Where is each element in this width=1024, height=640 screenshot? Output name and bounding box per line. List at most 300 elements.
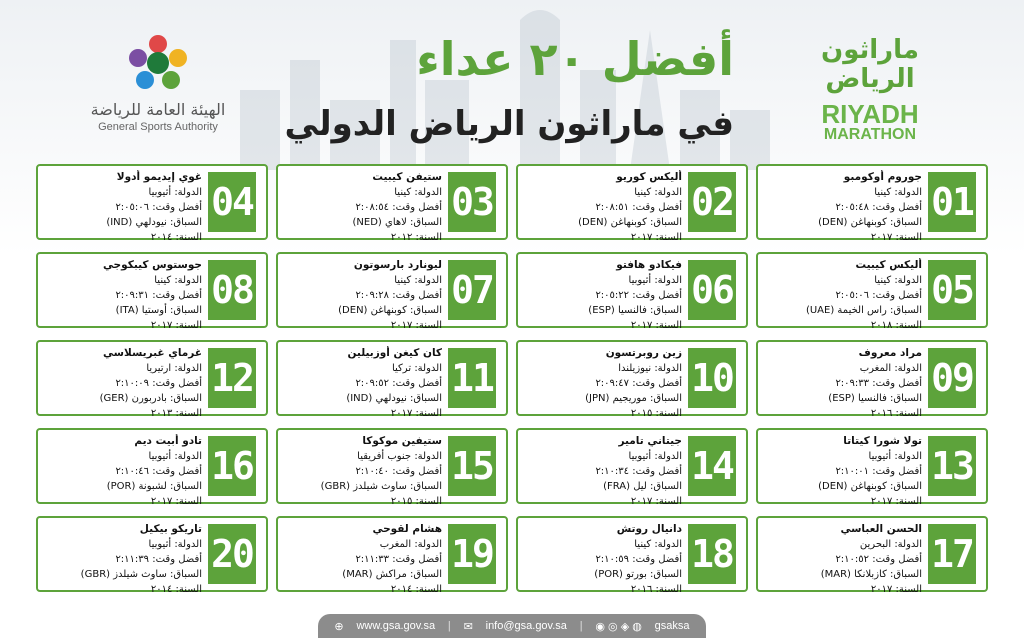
runner-time: ٢:١٠:٤٠ [355, 466, 390, 477]
runner-card [516, 252, 748, 331]
country-label: الدولة: [654, 275, 682, 286]
page-subtitle: في ماراثون الرياض الدولي [284, 104, 734, 144]
runner-rank: 19 [448, 524, 496, 584]
runner-time-row [42, 464, 202, 479]
runner-race-row [762, 391, 922, 406]
runner-name: زين روبرتسون [605, 347, 682, 359]
runner-info [522, 258, 682, 333]
globe-icon: ⊕ [334, 620, 344, 633]
country-label: الدولة: [894, 275, 922, 286]
year-label: السنة: [895, 584, 922, 595]
runner-time-row [42, 376, 202, 391]
runner-time: ٢:٠٩:٢٨ [355, 290, 390, 301]
runner-year-row [282, 494, 442, 509]
runner-race: راس الخيمة (UAE) [805, 305, 887, 316]
runner-card [516, 340, 748, 419]
runner-info [762, 522, 922, 597]
year-label: السنة: [415, 320, 442, 331]
runner-country: كينيا [634, 539, 652, 550]
runner-country-row [522, 537, 682, 552]
runner-info [522, 170, 682, 245]
race-label: السباق: [170, 217, 202, 228]
runner-name: ستيفن كيبيت [372, 171, 442, 183]
runner-year-row [522, 406, 682, 421]
race-label: السباق: [170, 305, 202, 316]
runner-race-row [282, 567, 442, 582]
runner-country: كينيا [874, 187, 892, 198]
race-label: السباق: [650, 481, 682, 492]
runner-info [762, 170, 922, 245]
runner-country: المغرب [379, 539, 412, 550]
footer-bar [318, 614, 706, 638]
country-label: الدولة: [654, 539, 682, 550]
runner-country: كينيا [394, 187, 412, 198]
page-title: أفضل ٢٠ عداء [416, 32, 734, 86]
runner-card [756, 428, 988, 507]
best-time-label: أفضل وقت: [872, 554, 922, 565]
marathon-logo-arabic: ماراثون الرياض [821, 35, 919, 94]
runner-card [276, 428, 508, 507]
runner-rank: 08 [208, 260, 256, 320]
year-label: السنة: [895, 496, 922, 507]
runner-name: جيتاني تامير [618, 435, 682, 447]
runner-name: تادو أبيت ديم [134, 435, 202, 447]
year-label: السنة: [655, 496, 682, 507]
runner-info [282, 170, 442, 245]
runner-time: ٢:١٠:٥٢ [835, 554, 870, 565]
runner-year: ٢٠١٨ [870, 320, 893, 331]
runner-card [516, 164, 748, 243]
runner-race: ليل (FRA) [603, 481, 647, 492]
runner-country-row [42, 185, 202, 200]
runner-year: ٢٠١٢ [390, 232, 413, 243]
country-label: الدولة: [414, 451, 442, 462]
runner-race-row [282, 479, 442, 494]
runner-race: كوبنهاغن (DEN) [818, 217, 887, 228]
runner-country: أثيوبيا [148, 539, 172, 550]
runner-info [762, 258, 922, 333]
best-time-label: أفضل وقت: [152, 466, 202, 477]
runner-year: ٢٠١٧ [390, 408, 413, 419]
runner-time-row [42, 552, 202, 567]
runner-year: ٢٠١٦ [870, 408, 893, 419]
runner-info [42, 258, 202, 333]
runner-country-row [282, 449, 442, 464]
runner-race-row [282, 303, 442, 318]
runner-race: موريجيم (JPN) [585, 393, 647, 404]
runner-year: ٢٠١٤ [150, 584, 173, 595]
runner-year: ٢٠١٦ [630, 584, 653, 595]
runner-year-row [762, 230, 922, 245]
runner-race: كازبلانكا (MAR) [820, 569, 887, 580]
runner-race: لشبونة (POR) [106, 481, 167, 492]
best-time-label: أفضل وقت: [152, 378, 202, 389]
runner-year: ٢٠١٧ [630, 232, 653, 243]
runner-time: ٢:١١:٣٩ [115, 554, 150, 565]
runner-race-row [42, 479, 202, 494]
runner-country-row [282, 537, 442, 552]
runner-country: كينيا [874, 275, 892, 286]
year-label: السنة: [655, 320, 682, 331]
year-label: السنة: [415, 232, 442, 243]
runner-name: دانيال روتش [616, 523, 682, 535]
runner-country-row [42, 361, 202, 376]
best-time-label: أفضل وقت: [392, 378, 442, 389]
race-label: السباق: [890, 393, 922, 404]
runner-rank: 15 [448, 436, 496, 496]
runner-year-row [762, 494, 922, 509]
runner-rank: 14 [688, 436, 736, 496]
runner-year-row [762, 318, 922, 333]
country-label: الدولة: [174, 539, 202, 550]
runner-time: ٢:٠٥:٤٨ [835, 202, 870, 213]
race-label: السباق: [170, 393, 202, 404]
runner-race-row [282, 215, 442, 230]
runner-card [276, 164, 508, 243]
race-label: السباق: [890, 481, 922, 492]
year-label: السنة: [655, 232, 682, 243]
runner-country: أثيوبيا [628, 451, 652, 462]
runner-info [42, 170, 202, 245]
runner-race-row [42, 215, 202, 230]
runner-name: ليونارد بارسوتون [353, 259, 442, 271]
runner-rank: 03 [448, 172, 496, 232]
runner-name: تاريكو بيكيل [139, 523, 202, 535]
runner-time: ٢:٠٥:٠٦ [835, 290, 870, 301]
runner-time: ٢:٠٨:٥٤ [355, 202, 390, 213]
runner-race: كوبنهاغن (DEN) [338, 305, 407, 316]
runner-rank: 04 [208, 172, 256, 232]
runner-country-row [762, 273, 922, 288]
runner-year: ٢٠١٧ [630, 496, 653, 507]
runner-race: ساوث شيلدز (GBR) [80, 569, 167, 580]
best-time-label: أفضل وقت: [392, 466, 442, 477]
runner-time-row [282, 200, 442, 215]
runner-country: البحرين [859, 539, 892, 550]
runner-info [42, 346, 202, 421]
year-label: السنة: [895, 320, 922, 331]
race-label: السباق: [650, 393, 682, 404]
runner-time: ٢:١٠:٤٦ [115, 466, 150, 477]
runner-name: الحسن العباسي [840, 523, 922, 535]
runner-country: نيوزيلندا [618, 363, 652, 374]
runner-country-row [762, 361, 922, 376]
runner-year-row [282, 230, 442, 245]
runner-name: غوي إيديمو أدولا [116, 171, 202, 183]
marathon-logo-riyadh: RIYADH [821, 99, 919, 130]
best-time-label: أفضل وقت: [632, 378, 682, 389]
best-time-label: أفضل وقت: [872, 290, 922, 301]
runner-time-row [522, 464, 682, 479]
runner-card [516, 428, 748, 507]
runner-name: تولا شورا كيتاتا [843, 435, 922, 447]
runner-time-row [42, 288, 202, 303]
runner-country: أثيوبيا [628, 275, 652, 286]
runner-time-row [282, 552, 442, 567]
runner-year: ٢٠١٧ [150, 320, 173, 331]
runner-race: ساوث شيلدز (GBR) [320, 481, 407, 492]
footer-email[interactable]: info@gsa.gov.sa [485, 620, 567, 632]
runner-country-row [282, 361, 442, 376]
runner-country-row [42, 537, 202, 552]
runner-country: كينيا [154, 275, 172, 286]
runner-time-row [282, 288, 442, 303]
runner-info [282, 346, 442, 421]
runner-race-row [522, 303, 682, 318]
runner-country: أثيوبيا [148, 451, 172, 462]
runner-rank: 05 [928, 260, 976, 320]
runner-time-row [762, 552, 922, 567]
country-label: الدولة: [654, 451, 682, 462]
runner-year: ٢٠١٧ [150, 496, 173, 507]
runner-time-row [522, 200, 682, 215]
runner-rank: 10 [688, 348, 736, 408]
runner-race: كوبنهاغن (DEN) [578, 217, 647, 228]
riyadh-marathon-logo [815, 18, 925, 158]
runner-country-row [282, 185, 442, 200]
country-label: الدولة: [894, 363, 922, 374]
runner-year-row [42, 494, 202, 509]
runner-name: هشام لقوحي [372, 523, 442, 535]
best-time-label: أفضل وقت: [632, 466, 682, 477]
runner-country-row [522, 361, 682, 376]
runner-year-row [762, 406, 922, 421]
race-label: السباق: [890, 305, 922, 316]
runner-time: ٢:١٠:٣٤ [595, 466, 630, 477]
runner-time-row [42, 200, 202, 215]
runner-card [276, 252, 508, 331]
runner-time: ٢:٠٥:٢٢ [595, 290, 630, 301]
runner-year-row [522, 582, 682, 597]
runner-card [276, 516, 508, 595]
runner-rank: 17 [928, 524, 976, 584]
race-label: السباق: [170, 481, 202, 492]
runner-country-row [42, 449, 202, 464]
best-time-label: أفضل وقت: [632, 290, 682, 301]
runner-rank: 11 [448, 348, 496, 408]
runner-year-row [282, 318, 442, 333]
runner-time: ٢:٠٨:٥١ [595, 202, 630, 213]
runner-year: ٢٠١٧ [870, 232, 893, 243]
runner-country: ارتيريا [146, 363, 172, 374]
runner-time-row [762, 376, 922, 391]
runner-year: ٢٠١٣ [150, 408, 173, 419]
runner-rank: 09 [928, 348, 976, 408]
country-label: الدولة: [654, 187, 682, 198]
runner-year: ٢٠١٧ [870, 584, 893, 595]
runner-country: تركيا [391, 363, 412, 374]
runner-rank: 12 [208, 348, 256, 408]
best-time-label: أفضل وقت: [392, 202, 442, 213]
runner-card [36, 516, 268, 595]
runner-country-row [762, 537, 922, 552]
year-label: السنة: [655, 408, 682, 419]
runner-race: كوبنهاغن (DEN) [818, 481, 887, 492]
runner-rank: 06 [688, 260, 736, 320]
country-label: الدولة: [414, 363, 442, 374]
runner-year-row [282, 406, 442, 421]
runner-name: جوروم أوكومبو [843, 171, 922, 183]
runner-race-row [42, 303, 202, 318]
country-label: الدولة: [414, 187, 442, 198]
year-label: السنة: [175, 496, 202, 507]
runner-time-row [762, 464, 922, 479]
runner-country-row [282, 273, 442, 288]
runner-name: كان كيغن أوزبيلين [347, 347, 442, 359]
country-label: الدولة: [894, 539, 922, 550]
runner-time: ٢:٠٩:٥٢ [355, 378, 390, 389]
race-label: السباق: [650, 305, 682, 316]
runner-year-row [42, 318, 202, 333]
runner-country-row [522, 273, 682, 288]
runner-rank: 16 [208, 436, 256, 496]
runner-race: بادربورن (GER) [99, 393, 167, 404]
runner-country-row [522, 449, 682, 464]
runner-card [36, 428, 268, 507]
runner-race: لاهاي (NED) [352, 217, 407, 228]
mail-icon: ✉ [463, 620, 473, 633]
country-label: الدولة: [174, 187, 202, 198]
runner-country: أثيوبيا [868, 451, 892, 462]
runner-name: مراد معروف [858, 347, 922, 359]
race-label: السباق: [890, 569, 922, 580]
runner-race-row [762, 567, 922, 582]
year-label: السنة: [415, 408, 442, 419]
runner-race-row [522, 567, 682, 582]
runner-race-row [522, 215, 682, 230]
runner-card [36, 252, 268, 331]
runner-race: فالنسيا (ESP) [588, 305, 647, 316]
best-time-label: أفضل وقت: [872, 202, 922, 213]
runner-race-row [522, 479, 682, 494]
runner-country: كينيا [394, 275, 412, 286]
runner-info [282, 522, 442, 597]
race-label: السباق: [650, 569, 682, 580]
footer-divider: | [579, 620, 583, 632]
runner-country: كينيا [634, 187, 652, 198]
race-label: السباق: [410, 305, 442, 316]
best-time-label: أفضل وقت: [152, 202, 202, 213]
runner-race: نيودلهي (IND) [106, 217, 167, 228]
runner-info [762, 346, 922, 421]
footer-divider: | [447, 620, 451, 632]
runner-time: ٢:١٠:٠١ [835, 466, 870, 477]
runner-card [756, 516, 988, 595]
runner-time: ٢:١٠:٠٩ [115, 378, 150, 389]
runner-year: ٢٠١٧ [630, 320, 653, 331]
runner-info [762, 434, 922, 509]
race-label: السباق: [410, 569, 442, 580]
race-label: السباق: [410, 217, 442, 228]
runner-info [282, 434, 442, 509]
best-time-label: أفضل وقت: [392, 554, 442, 565]
runner-time: ٢:١١:٣٣ [355, 554, 390, 565]
year-label: السنة: [655, 584, 682, 595]
runner-year: ٢٠١٥ [630, 408, 653, 419]
runner-info [522, 346, 682, 421]
year-label: السنة: [175, 320, 202, 331]
runner-year-row [42, 406, 202, 421]
runner-year: ٢٠١٧ [870, 496, 893, 507]
runner-race: فالنسيا (ESP) [828, 393, 887, 404]
runner-time: ٢:٠٩:٤٧ [595, 378, 630, 389]
gsa-name-english: General Sports Authority [98, 121, 218, 133]
runner-card [756, 340, 988, 419]
runner-info [42, 434, 202, 509]
runner-year: ٢٠١٤ [150, 232, 173, 243]
runner-info [42, 522, 202, 597]
race-label: السباق: [410, 481, 442, 492]
runner-year-row [522, 230, 682, 245]
best-time-label: أفضل وقت: [632, 202, 682, 213]
year-label: السنة: [415, 496, 442, 507]
runner-time: ٢:٠٩:٣٣ [835, 378, 870, 389]
runner-race-row [762, 479, 922, 494]
runner-card [516, 516, 748, 595]
year-label: السنة: [895, 408, 922, 419]
marathon-logo-marathon: MARATHON [823, 126, 917, 144]
runner-race-row [762, 303, 922, 318]
footer-website[interactable]: www.gsa.gov.sa [356, 620, 436, 632]
runner-card [36, 340, 268, 419]
runner-race: بورتو (POR) [594, 569, 647, 580]
runner-country-row [762, 185, 922, 200]
country-label: الدولة: [414, 539, 442, 550]
race-label: السباق: [410, 393, 442, 404]
runner-info [522, 522, 682, 597]
race-label: السباق: [170, 569, 202, 580]
runner-name: فيكادو هافتو [616, 259, 682, 271]
runner-rank: 02 [688, 172, 736, 232]
social-icons: ◉ ◎ ◈ ◍ [595, 620, 642, 633]
runner-time-row [522, 288, 682, 303]
gsa-emblem-icon [123, 32, 193, 92]
runner-race-row [42, 391, 202, 406]
country-label: الدولة: [654, 363, 682, 374]
runner-card [756, 164, 988, 243]
runner-country: المغرب [859, 363, 892, 374]
country-label: الدولة: [174, 451, 202, 462]
runners-grid [36, 164, 992, 608]
runner-name: ستيفين موكوكا [362, 435, 442, 447]
runner-card [36, 164, 268, 243]
runner-country: جنوب أفريقيا [357, 451, 412, 462]
runner-year: ٢٠١٤ [390, 584, 413, 595]
race-label: السباق: [890, 217, 922, 228]
runner-name: غرماي غبريسلاسي [103, 347, 202, 359]
runner-info [282, 258, 442, 333]
runner-country-row [42, 273, 202, 288]
runner-race: نيودلهي (IND) [346, 393, 407, 404]
runner-race-row [42, 567, 202, 582]
country-label: الدولة: [894, 451, 922, 462]
runner-year-row [282, 582, 442, 597]
runner-name: جوستوس كيبكوجي [102, 259, 202, 271]
best-time-label: أفضل وقت: [872, 466, 922, 477]
runner-card [276, 340, 508, 419]
runner-country-row [762, 449, 922, 464]
runner-race-row [522, 391, 682, 406]
runner-time-row [522, 376, 682, 391]
country-label: الدولة: [174, 363, 202, 374]
footer-handle[interactable]: gsaksa [654, 620, 690, 632]
runner-year-row [522, 494, 682, 509]
runner-time: ٢:١٠:٥٩ [595, 554, 630, 565]
country-label: الدولة: [174, 275, 202, 286]
runner-country-row [522, 185, 682, 200]
gsa-logo [78, 32, 238, 137]
runner-time-row [522, 552, 682, 567]
